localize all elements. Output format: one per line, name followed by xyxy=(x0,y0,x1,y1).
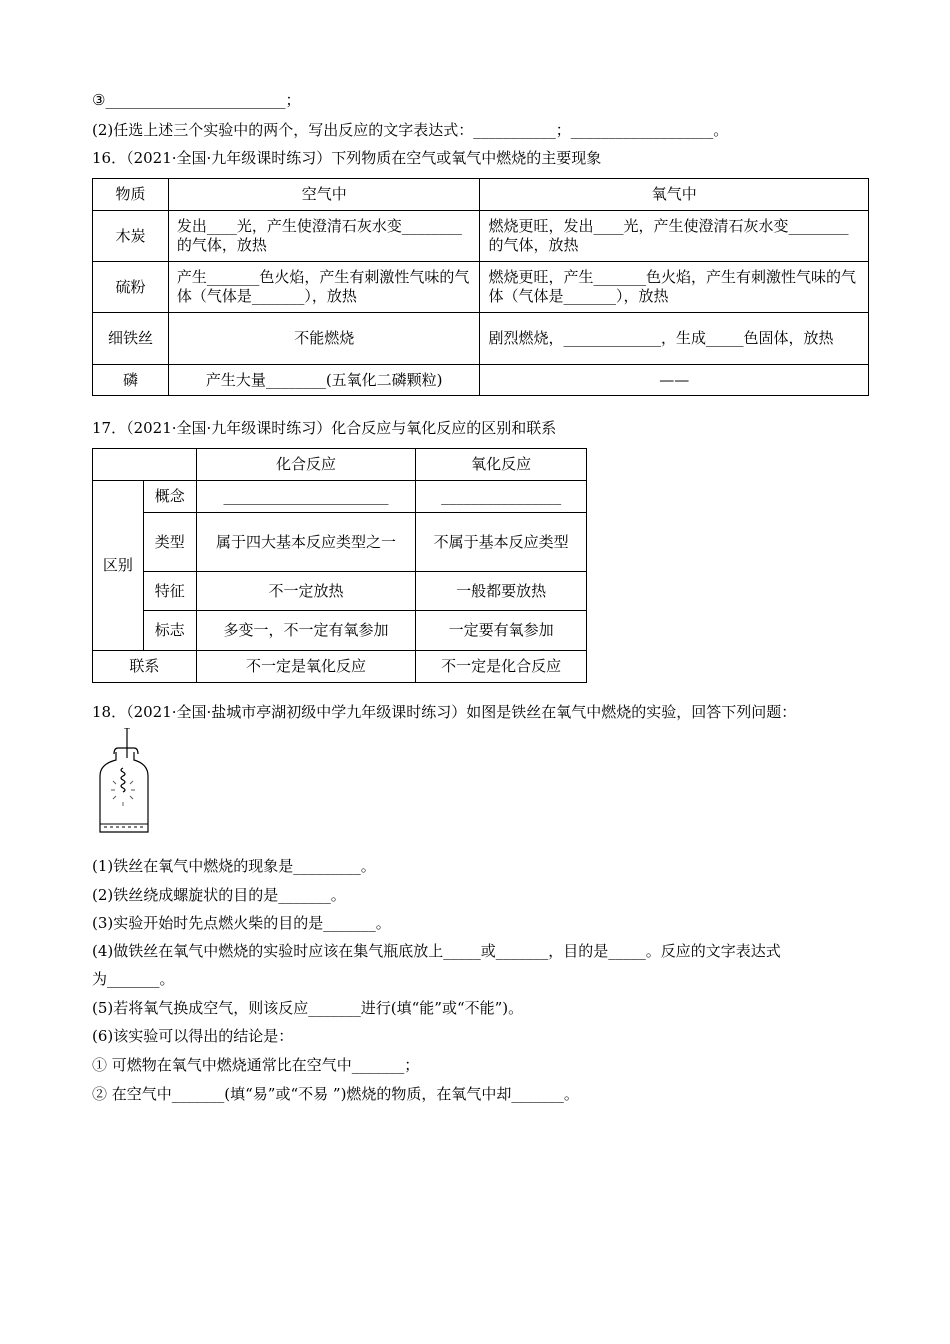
substance-cell: 磷 xyxy=(93,365,169,396)
cell-a: 不一定放热 xyxy=(196,572,416,611)
question-16-heading: 16．（2021·全国·九年级课时练习）下列物质在空气或氧气中燃烧的主要现象 xyxy=(92,149,602,167)
table-header-row xyxy=(93,449,587,481)
air-cell: 产生大量________(五氧化二磷颗粒) xyxy=(168,365,480,396)
cell-a: 不一定是氧化反应 xyxy=(196,651,416,683)
reaction-comparison-table xyxy=(92,448,587,683)
substance-cell: 硫粉 xyxy=(93,262,169,313)
question-18-line-3: (3)实验开始时先点燃火柴的目的是_______。 xyxy=(92,914,391,932)
relation-label: 联系 xyxy=(93,651,197,683)
header-air: 空气中 xyxy=(168,179,480,211)
question-18-line-4: (4)做铁丝在氧气中燃烧的实验时应该在集气瓶底放上_____或_______，目的是_____。反应的文字表达式 xyxy=(92,942,781,960)
question-18-conclusion-1: ① 可燃物在氧气中燃烧通常比在空气中_______； xyxy=(92,1056,420,1074)
corner-cell xyxy=(93,449,197,481)
cell-a: 属于四大基本反应类型之一 xyxy=(196,513,416,572)
question-18-line-6: (6)该实验可以得出的结论是： xyxy=(92,1027,294,1045)
table-row xyxy=(93,651,587,683)
oxygen-cell: 燃烧更旺，产生_______色火焰，产生有刺激性气味的气体（气体是_______），放热 xyxy=(480,262,869,313)
row-label: 类型 xyxy=(143,513,196,572)
combustion-table xyxy=(92,178,869,396)
question-18-line-4-cont: 为_______。 xyxy=(92,970,175,988)
cell-a: 多变一，不一定有氧参加 xyxy=(196,611,416,651)
concept-blank-a: ______________________ xyxy=(196,481,416,513)
concept-blank-b: ________________ xyxy=(416,481,587,513)
table-row xyxy=(93,572,587,611)
question-15-part-2: (2)任选上述三个实验中的两个，写出反应的文字表达式：___________；___________________。 xyxy=(92,121,729,139)
table-row xyxy=(93,611,587,651)
header-substance: 物质 xyxy=(93,179,169,211)
question-17-heading: 17．（2021·全国·九年级课时练习）化合反应与氧化反应的区别和联系 xyxy=(92,419,557,437)
cell-b: 不属于基本反应类型 xyxy=(416,513,587,572)
row-label: 标志 xyxy=(143,611,196,651)
difference-label: 区别 xyxy=(93,481,144,651)
row-label: 概念 xyxy=(143,481,196,513)
question-18-line-5: (5)若将氧气换成空气，则该反应_______进行(填“能”或“不能”)。 xyxy=(92,999,524,1017)
table-row xyxy=(93,365,869,396)
substance-cell: 细铁丝 xyxy=(93,313,169,365)
cell-b: 不一定是化合反应 xyxy=(416,651,587,683)
oxygen-cell: 剧烈燃烧，_____________，生成_____色固体，放热 xyxy=(480,313,869,365)
air-cell: 不能燃烧 xyxy=(168,313,480,365)
substance-cell: 木炭 xyxy=(93,211,169,262)
question-18-conclusion-2: ② 在空气中_______(填“易”或“不易 ”)燃烧的物质，在氧气中却_______。 xyxy=(92,1085,579,1103)
cell-b: 一般都要放热 xyxy=(416,572,587,611)
table-row xyxy=(93,262,869,313)
oxygen-cell: —— xyxy=(480,365,869,396)
table-row xyxy=(93,211,869,262)
header-oxygen: 氧气中 xyxy=(480,179,869,211)
question-18-line-2: (2)铁丝绕成螺旋状的目的是_______。 xyxy=(92,886,346,904)
air-cell: 产生_______色火焰，产生有刺激性气味的气体（气体是_______），放热 xyxy=(168,262,480,313)
table-row xyxy=(93,481,587,513)
question-18-line-1: (1)铁丝在氧气中燃烧的现象是_________。 xyxy=(92,857,376,875)
header-oxidation: 氧化反应 xyxy=(416,449,587,481)
header-combination: 化合反应 xyxy=(196,449,416,481)
air-cell: 发出____光，产生使澄清石灰水变________的气体，放热 xyxy=(168,211,480,262)
table-row xyxy=(93,513,587,572)
table-row xyxy=(93,313,869,365)
gas-jar-iron-wire-figure xyxy=(96,728,152,834)
cell-b: 一定要有氧参加 xyxy=(416,611,587,651)
question-18-heading: 18．（2021·全国·盐城市亭湖初级中学九年级课时练习）如图是铁丝在氧气中燃烧的实验，回答下列问题： xyxy=(92,703,797,721)
table-header-row xyxy=(93,179,869,211)
question-15-line-3: ③________________________； xyxy=(92,91,301,109)
oxygen-cell: 燃烧更旺，发出____光，产生使澄清石灰水变________的气体，放热 xyxy=(480,211,869,262)
row-label: 特征 xyxy=(143,572,196,611)
